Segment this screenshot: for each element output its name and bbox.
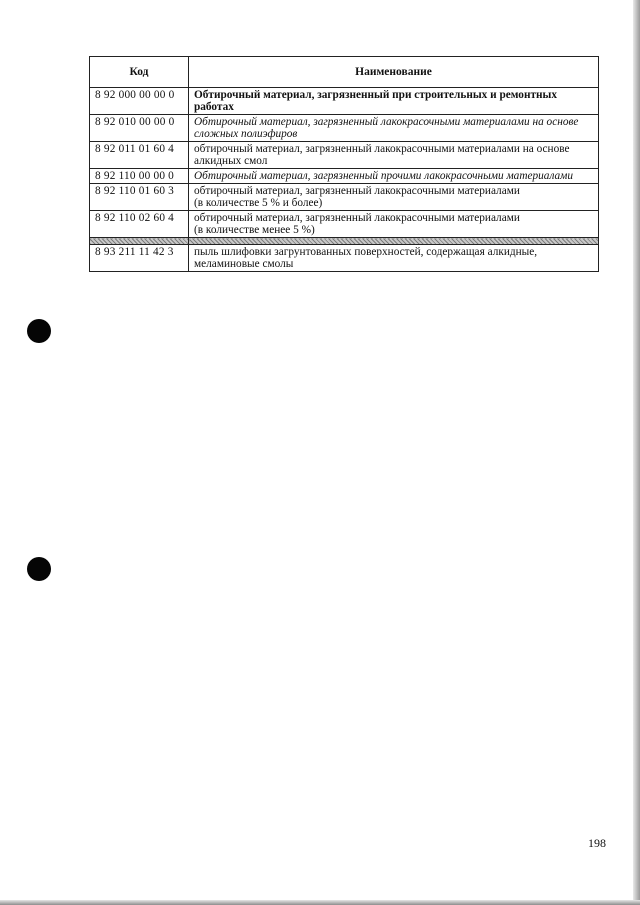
punch-hole-top	[27, 319, 51, 343]
row-name: пыль шлифовки загрунтованных поверхностей, содержащая алкидные, меламиновые смолы	[189, 245, 599, 272]
page-edge-shadow-bottom	[0, 900, 640, 905]
row-name: обтирочный материал, загрязненный лакокрасочными материалами	[194, 185, 520, 197]
page-number: 198	[588, 836, 606, 850]
row-code: 8 92 110 02 60 4	[90, 211, 189, 238]
row-name: обтирочный материал, загрязненный лакокрасочными материалами на основе алкидных смол	[189, 142, 599, 169]
table-row	[90, 211, 599, 238]
page-edge-shadow	[633, 0, 640, 905]
table-header-row	[90, 57, 599, 88]
row-name: Обтирочный материал, загрязненный прочими лакокрасочными материалами	[189, 169, 599, 184]
row-name-cell	[189, 211, 599, 238]
shaded-cell-name	[189, 238, 599, 245]
column-header-name: Наименование	[189, 57, 599, 88]
table-row	[90, 88, 599, 115]
row-note: (в количестве менее 5 %)	[194, 224, 315, 236]
row-name: обтирочный материал, загрязненный лакокрасочными материалами	[194, 212, 520, 224]
punch-hole-bottom	[27, 557, 51, 581]
table-row	[90, 115, 599, 142]
row-name-cell	[189, 184, 599, 211]
table-row	[90, 142, 599, 169]
row-code: 8 92 110 01 60 3	[90, 184, 189, 211]
row-code: 8 92 011 01 60 4	[90, 142, 189, 169]
table-row	[90, 245, 599, 272]
table-row	[90, 169, 599, 184]
table-row	[90, 184, 599, 211]
row-code: 8 93 211 11 42 3	[90, 245, 189, 272]
row-code: 8 92 010 00 00 0	[90, 115, 189, 142]
shaded-separator-row	[90, 238, 599, 245]
waste-classification-table	[89, 56, 599, 272]
row-code: 8 92 110 00 00 0	[90, 169, 189, 184]
row-note: (в количестве 5 % и более)	[194, 197, 323, 209]
row-name: Обтирочный материал, загрязненный при строительных и ремонтных работах	[189, 88, 599, 115]
row-code: 8 92 000 00 00 0	[90, 88, 189, 115]
row-name: Обтирочный материал, загрязненный лакокрасочными материалами на основе сложных полиэфиров	[189, 115, 599, 142]
column-header-code: Код	[90, 57, 189, 88]
shaded-cell-code	[90, 238, 189, 245]
